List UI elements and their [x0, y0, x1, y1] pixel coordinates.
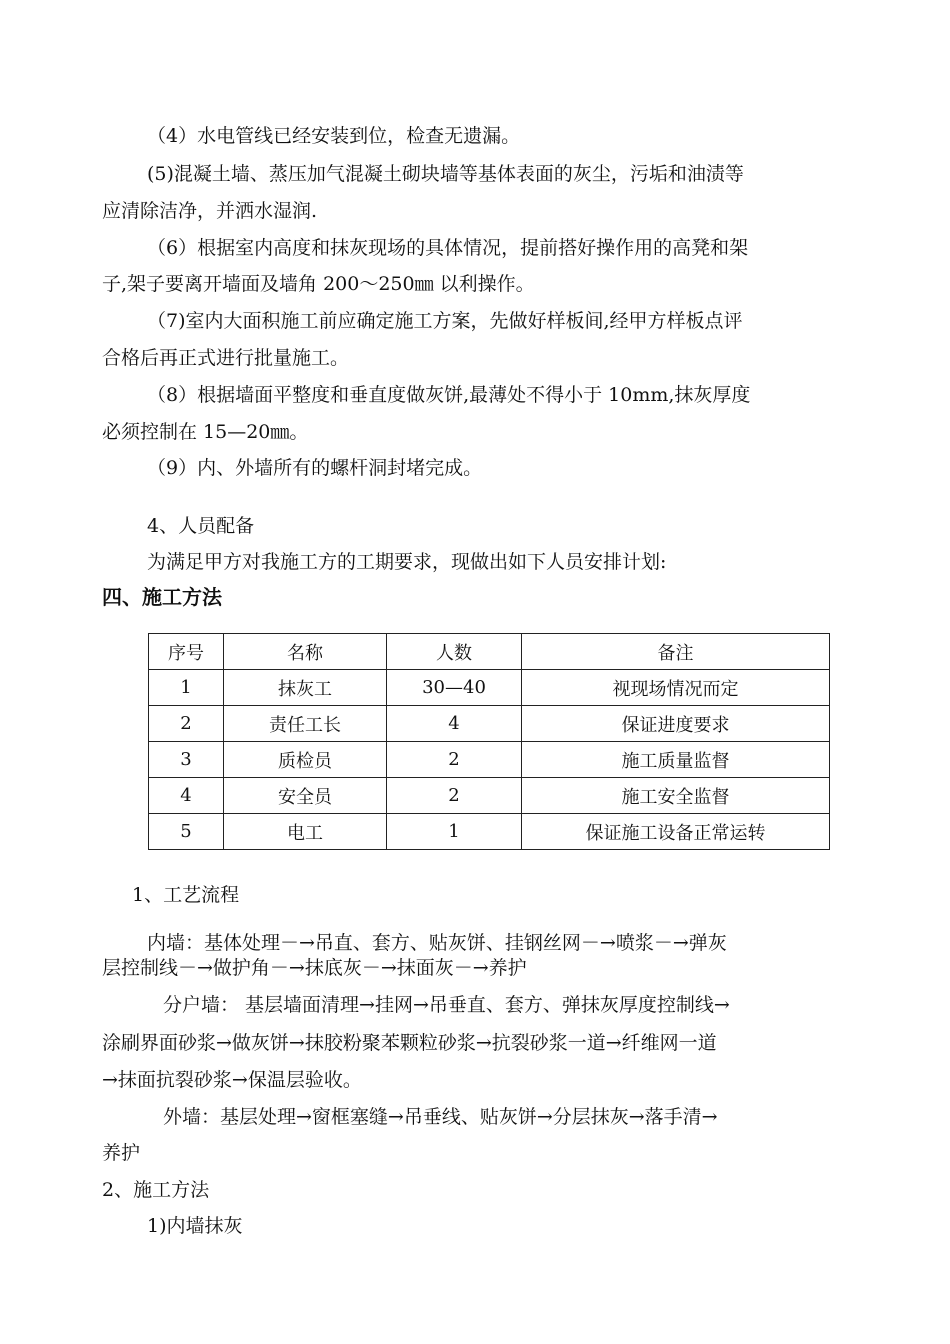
table-cell: 质检员 [224, 742, 387, 778]
table-row [149, 670, 830, 706]
partition-wall-flow-line3: →抹面抗裂砂浆→保温层验收。 [102, 1069, 362, 1091]
table-cell: 30—40 [387, 670, 522, 706]
partition-wall-flow-line1: 分户墙： 基层墙面清理→挂网→吊垂直、套方、弹抹灰厚度控制线→ [163, 994, 730, 1016]
outer-wall-flow-line1: 外墙：基层处理→窗框塞缝→吊垂线、贴灰饼→分层抹灰→落手清→ [163, 1106, 718, 1128]
staffing-title: 4、人员配备 [147, 515, 255, 537]
table-cell: 5 [149, 814, 224, 850]
header-cell-index: 序号 [149, 634, 224, 670]
paragraph-item-4: （4）水电管线已经安装到位，检查无遗漏。 [147, 125, 521, 147]
staff-table [148, 633, 830, 850]
table-cell: 1 [387, 814, 522, 850]
header-cell-note: 备注 [522, 634, 830, 670]
paragraph-item-8-line1: （8）根据墙面平整度和垂直度做灰饼,最薄处不得小于 10mm,抹灰厚度 [147, 384, 751, 406]
outer-wall-flow-line2: 养护 [102, 1142, 141, 1164]
table-cell: 安全员 [224, 778, 387, 814]
paragraph-item-8-line2: 必须控制在 15—20㎜。 [102, 421, 309, 443]
table-cell: 视现场情况而定 [522, 670, 830, 706]
paragraph-item-9: （9）内、外墙所有的螺杆洞封堵完成。 [147, 457, 483, 479]
table-cell: 施工安全监督 [522, 778, 830, 814]
table-cell: 保证施工设备正常运转 [522, 814, 830, 850]
table-cell: 抹灰工 [224, 670, 387, 706]
table-cell: 3 [149, 742, 224, 778]
table-row [149, 778, 830, 814]
table-row [149, 706, 830, 742]
paragraph-item-6-line2: 子,架子要离开墙面及墙角 200～250㎜ 以利操作。 [102, 273, 535, 295]
paragraph-item-7-line2: 合格后再正式进行批量施工。 [102, 347, 350, 369]
table-cell: 2 [149, 706, 224, 742]
table-row [149, 742, 830, 778]
table-cell: 4 [149, 778, 224, 814]
table-cell: 电工 [224, 814, 387, 850]
table-cell: 施工质量监督 [522, 742, 830, 778]
paragraph-item-7-line1: （7)室内大面积施工前应确定施工方案，先做好样板间,经甲方样板点评 [147, 310, 743, 332]
partition-wall-flow-line2: 涂刷界面砂浆→做灰饼→抹胶粉聚苯颗粒砂浆→抗裂砂浆一道→纤维网一道 [102, 1032, 717, 1054]
inner-wall-flow-line1: 内墙：基体处理－→吊直、套方、贴灰饼、挂钢丝网－→喷浆－→弹灰 [147, 932, 727, 954]
paragraph-item-6-line1: （6）根据室内高度和抹灰现场的具体情况，提前搭好操作用的高凳和架 [147, 237, 749, 259]
process-title: 1、工艺流程 [132, 884, 240, 906]
paragraph-item-5-line1: (5)混凝土墙、蒸压加气混凝土砌块墙等基体表面的灰尘，污垢和油渍等 [147, 163, 744, 185]
table-cell: 保证进度要求 [522, 706, 830, 742]
inner-wall-flow-line2: 层控制线－→做护角－→抹底灰－→抹面灰－→养护 [102, 957, 527, 979]
staffing-intro: 为满足甲方对我施工方的工期要求，现做出如下人员安排计划: [147, 551, 667, 573]
method-title: 2、施工方法 [102, 1179, 210, 1201]
paragraph-item-5-line2: 应清除洁净，并洒水湿润. [102, 200, 318, 222]
table-header-row [149, 634, 830, 670]
table-cell: 1 [149, 670, 224, 706]
table-cell: 责任工长 [224, 706, 387, 742]
table-cell: 4 [387, 706, 522, 742]
table-cell: 2 [387, 778, 522, 814]
section-heading: 四、施工方法 [102, 585, 222, 609]
table-cell: 2 [387, 742, 522, 778]
header-cell-role: 名称 [224, 634, 387, 670]
table-row [149, 814, 830, 850]
method-subtitle-inner-wall: 1)内墙抹灰 [147, 1215, 243, 1237]
header-cell-count: 人数 [387, 634, 522, 670]
